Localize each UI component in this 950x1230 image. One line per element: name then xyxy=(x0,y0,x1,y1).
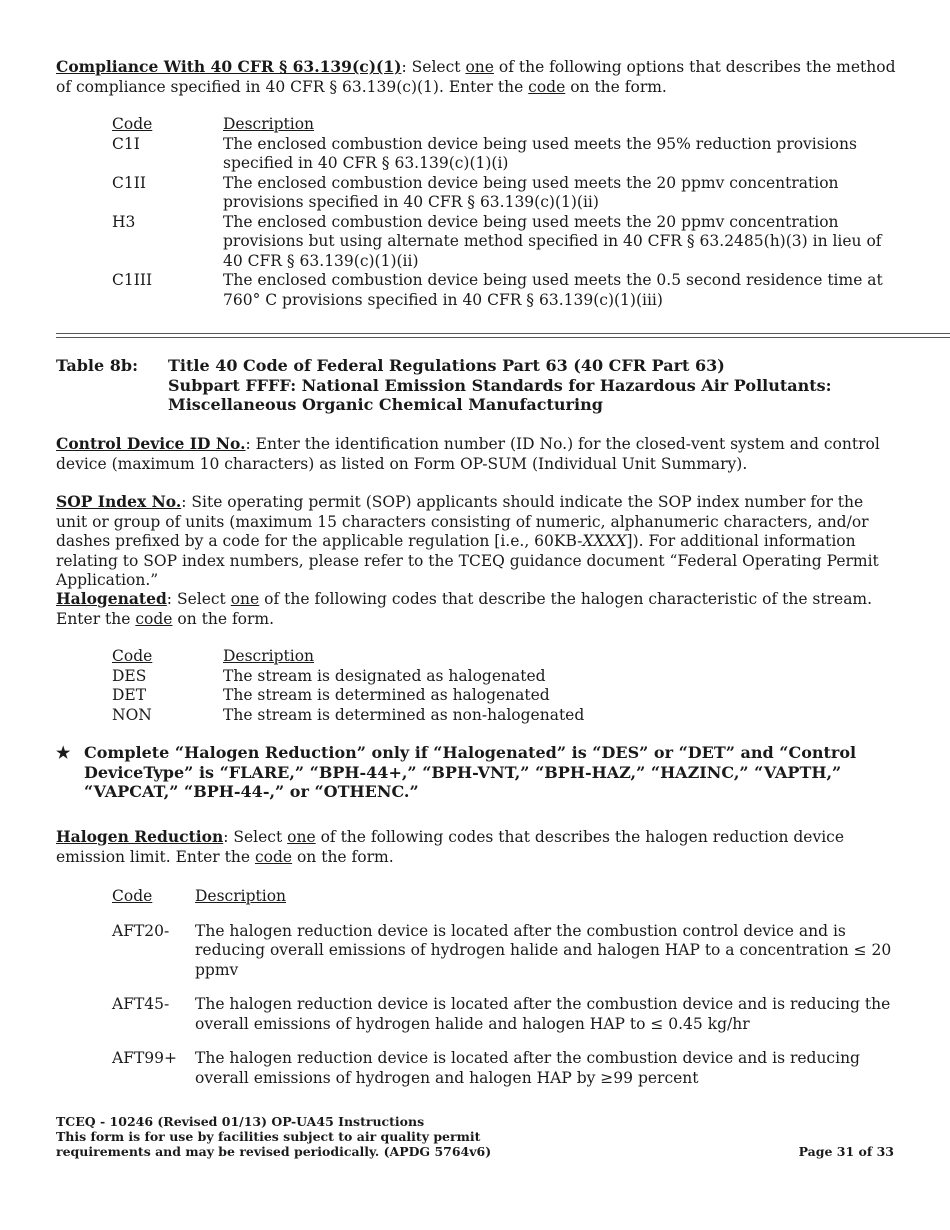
table-8b-label: Table 8b: xyxy=(56,356,138,375)
table-row: C1III The enclosed combustion device being used meets the 0.5 second residence time at 760° C provisions specified in 40 CFR § 63.139(c)(1)(iii) xyxy=(112,271,883,309)
table-row: AFT20- The halogen reduction device is located after the combustion control device and is reducing overall emissions of hydrogen halide and halogen HAP to a concentration ≤ 20 ppmv xyxy=(112,921,892,979)
page-number: Page 31 of 33 xyxy=(798,1144,894,1159)
halogen-reduction-code-table xyxy=(112,887,896,1088)
description-header: Description xyxy=(223,647,315,665)
table-row: NON The stream is determined as non-halogenated xyxy=(112,705,585,724)
halogenated-label: Halogenated xyxy=(56,589,167,608)
table-row: AFT45- The halogen reduction device is located after the combustion device and is reducing the overall emissions of hydrogen halide and halogen HAP to ≤ 0.45 kg/hr xyxy=(112,995,891,1033)
footer-notice-line1: This form is for use by facilities subject to air quality permit xyxy=(56,1129,481,1144)
page-footer xyxy=(56,1114,576,1159)
halogenated-code-table xyxy=(112,647,712,725)
description-header: Description xyxy=(223,115,315,133)
section-divider-top xyxy=(56,333,950,334)
star-icon: ★ xyxy=(56,743,71,762)
footer-notice-line2: requirements and may be revised periodically. (APDG 5764v6) xyxy=(56,1144,492,1159)
control-device-label: Control Device ID No. xyxy=(56,434,246,453)
section-divider-bottom xyxy=(56,337,950,338)
table-header-row xyxy=(112,887,896,907)
table-header-row xyxy=(112,647,712,667)
code-header: Code xyxy=(112,647,153,665)
compliance-label: Compliance With 40 CFR § 63.139(c)(1) xyxy=(56,57,402,76)
table-row: DES The stream is designated as halogenated xyxy=(112,666,546,685)
table-row: C1II The enclosed combustion device being used meets the 20 ppmv concentration provisions specified in 40 CFR § 63.139(c)(1)(ii) xyxy=(112,173,839,211)
description-header: Description xyxy=(195,887,287,905)
halogenated-paragraph: Halogenated: Select one of the following codes that describe the halogen characteristic of the stream. Enter the code on the form. xyxy=(56,589,873,628)
table-header-row xyxy=(112,115,896,135)
control-device-paragraph: Control Device ID No.: Enter the identification number (ID No.) for the closed-vent system and control device (maximum 10 characters) as listed on Form OP-SUM (Individual Unit Summary). xyxy=(56,434,880,473)
footer-form-id: TCEQ - 10246 (Revised 01/13) OP-UA45 Instructions xyxy=(56,1114,425,1129)
table-row: H3 The enclosed combustion device being used meets the 20 ppmv concentration provisions but using alternate method specified in 40 CFR § 63.2485(h)(3) in lieu of 40 CFR § 63.139(c)(1)(ii) xyxy=(112,212,882,270)
table-row: C1I The enclosed combustion device being used meets the 95% reduction provisions specified in 40 CFR § 63.139(c)(1)(i) xyxy=(112,134,857,172)
compliance-code-table xyxy=(112,115,896,310)
code-header: Code xyxy=(112,115,153,133)
halogen-reduction-label: Halogen Reduction xyxy=(56,827,224,846)
code-header: Code xyxy=(112,887,153,905)
sop-index-label: SOP Index No. xyxy=(56,492,182,511)
table-row: DET The stream is determined as halogenated xyxy=(112,686,550,704)
halogen-reduction-paragraph: Halogen Reduction: Select one of the following codes that describes the halogen reduction device emission limit. Enter the code on the form. xyxy=(56,827,845,866)
compliance-paragraph: Compliance With 40 CFR § 63.139(c)(1): Select one of the following options that describes the method of compliance specified in 40 CFR § 63.139(c)(1). Enter the code on the form. xyxy=(56,57,896,96)
note-text: Complete “Halogen Reduction” only if “Halogenated” is “DES” or “DET” and “Control DeviceType” is “FLARE,” “BPH-44+,” “BPH-VNT,” “BPH-HAZ,” “HAZINC,” “VAPTH,” “VAPCAT,” “BPH-44-,” or “OTHENC.” xyxy=(84,743,857,801)
sop-index-paragraph: SOP Index No.: Site operating permit (SOP) applicants should indicate the SOP index number for the unit or group of units (maximum 15 characters consisting of numeric, alphanumeric characters, and/or dashes prefixed by a code for the applicable regulation [i.e., 60KB-XXXX]). For additional information relating to SOP index numbers, please refer to the TCEQ guidance document “Federal Operating Permit Application.” xyxy=(56,492,879,589)
table-8b-title: Title 40 Code of Federal Regulations Part 63 (40 CFR Part 63) Subpart FFFF: National Emission Standards for Hazardous Air Pollutants: Miscellaneous Organic Chemical Manufacturing xyxy=(168,356,832,414)
table-row: AFT99+ The halogen reduction device is located after the combustion device and is reducing overall emissions of hydrogen and halogen HAP by ≥99 percent xyxy=(112,1049,860,1087)
